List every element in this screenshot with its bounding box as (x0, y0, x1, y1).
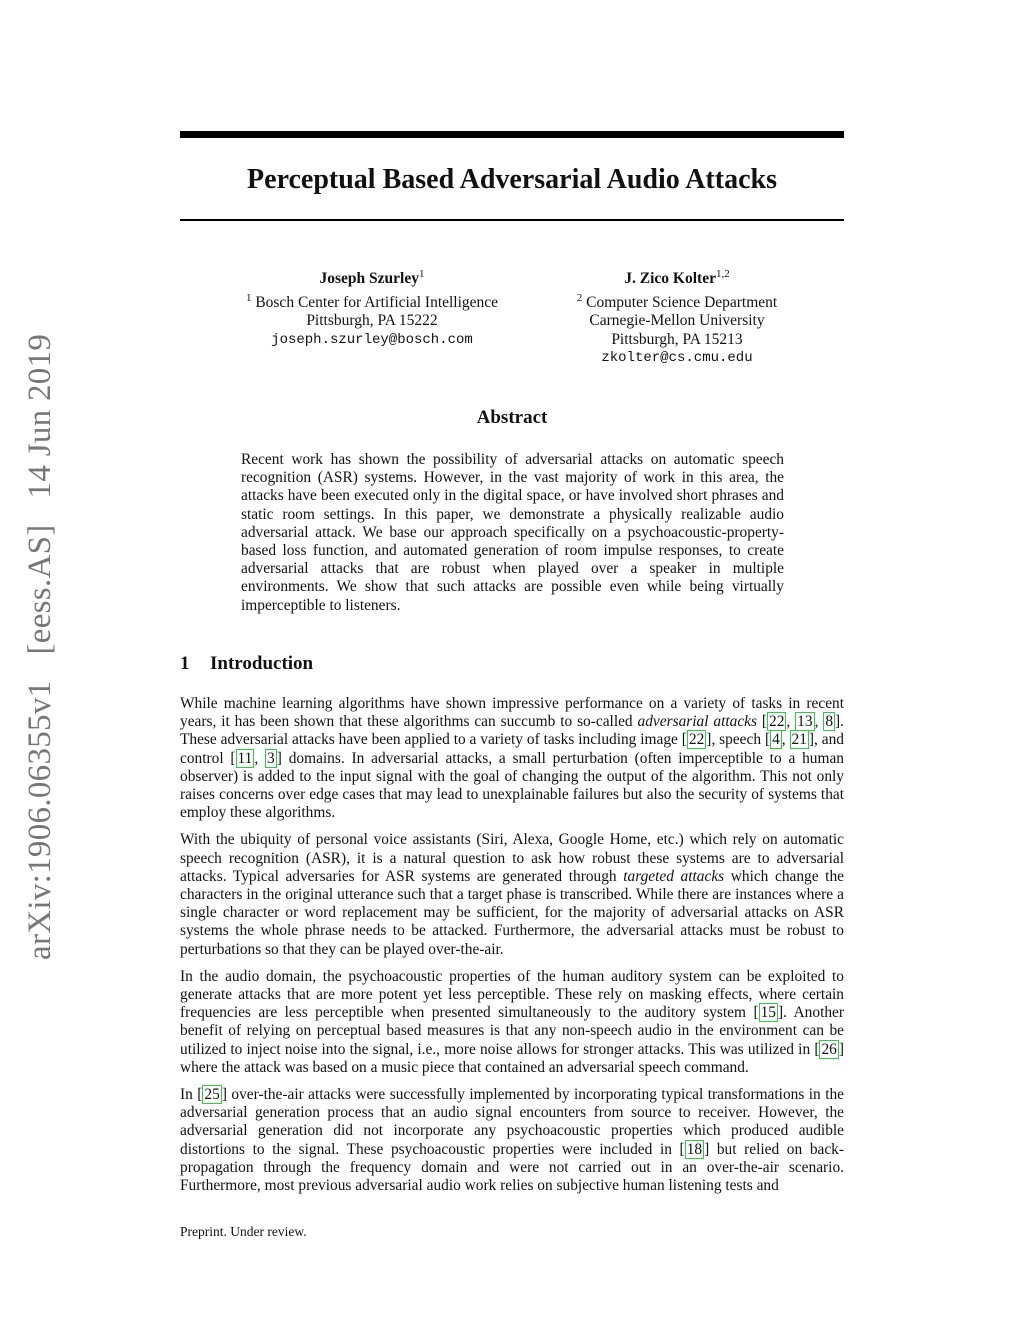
citation-link[interactable]: 26 (821, 1040, 837, 1058)
arxiv-date: 14 Jun 2019 (22, 333, 58, 499)
section-title: Introduction (210, 653, 314, 674)
citation-link[interactable]: 25 (204, 1086, 220, 1104)
title-rule-bottom (180, 219, 844, 221)
author-location: Pittsburgh, PA 15222 (306, 312, 438, 330)
paragraph: In the audio domain, the psychoacoustic properties of the human auditory system can be exploited to generate attacks that are more potent yet less perceptible. These rely on masking effects, where certain frequencies are less perceptible when presented simultaneously to the auditory system [ 15 ]. Another benefit of relying on perceptual based measures is that any non-speech audio in the environment can be utilized to inject noise into the signal, i.e., more noise allows for stronger attacks. This was utilized in [ 26 ] where the attack was based on a music piece that contained an adversarial speech command. (180, 967, 844, 1076)
abstract-text: Recent work has shown the possibility of adversarial attacks on automatic speech recognition (ASR) systems. However, in the vast majority of work in this area, the attacks have been executed only in the digital space, or have involved short phrases and static room settings. In this paper, we demonstrate a physically realizable audio adversarial attack. We base our approach specifically on a psychoacoustic-property-based loss function, and automated generation of room impulse responses, to create adversarial attacks that are robust when played over a speaker in multiple environments. We show that such attacks are possible even while being virtually imperceptible to listeners. (241, 451, 784, 614)
paragraph: With the ubiquity of personal voice assistants (Siri, Alexa, Google Home, etc.) which rely on automatic speech recognition (ASR), it is a natural question to ask how robust these systems are to adversarial attacks. Typical adversaries for ASR systems are generated through targeted attacks which change the characters in the original utterance such that a target phase is transcribed. While there are instances where a single character or word replacement may be sufficient, for the majority of adversarial attacks on ASR systems the whole phrase needs to be attacked. Furthermore, the adversarial attacks must be robust to perturbations so that they can be played over-the-air. (180, 831, 844, 958)
citation-link[interactable]: 22 (688, 731, 705, 749)
arxiv-id: arXiv:1906.06355v1 (22, 680, 58, 960)
author-email[interactable]: zkolter@cs.cmu.edu (601, 350, 753, 367)
paragraph: While machine learning algorithms have shown impressive performance on a variety of tasks in recent years, it has been shown that these algorithms can succumb to so-called adversarial attacks [ 22 , 13 , 8 ]. These adversarial attacks have been applied to a variety of tasks including image [ 22 ], speech [ 4 , 21 ], and control [ 11 , 3 ] domains. In adversarial attacks, a small perturbation (often imperceptible to a human observer) is added to the input signal with the goal of changing the output of the algorithm. This not only raises concerns over edge cases that may lead to unexplainable failures but also the security of systems that employ these algorithms. (180, 695, 844, 822)
footer-note: Preprint. Under review. (180, 1224, 307, 1239)
author-location: Pittsburgh, PA 15213 (611, 330, 743, 348)
citation-link[interactable]: 4 (772, 731, 780, 749)
citation-link[interactable]: 3 (267, 749, 275, 767)
arxiv-category: [eess.AS] (22, 524, 58, 655)
author-superscript: 1 (418, 268, 425, 280)
citation-link[interactable]: 15 (760, 1004, 776, 1022)
citation-link[interactable]: 18 (686, 1140, 703, 1158)
author-name: J. Zico Kolter (624, 270, 716, 288)
paragraph: In [ 25 ] over-the-air attacks were successfully implemented by incorporating typical transformations in the adversarial generation process that an audio signal encounters from source to receiver. However, the adversarial generation did not incorporate any psychoacoustic properties which produced audible distortions to the signal. These psychoacoustic properties were included in [ 18 ] but relied on back-propagation through the frequency domain and were not carried out in an over-the-air scenario. Furthermore, most previous adversarial audio work relies on subjective human listening tests and (180, 1086, 844, 1195)
emphasis: targeted attacks (623, 867, 725, 885)
affiliation-superscript: 1 (245, 291, 252, 304)
abstract-heading: Abstract (476, 407, 548, 428)
author-institution: Carnegie-Mellon University (589, 312, 765, 330)
author-affiliation: Computer Science Department (586, 293, 778, 311)
citation-link[interactable]: 21 (791, 731, 807, 749)
citation-link[interactable]: 8 (825, 713, 834, 731)
citation-link[interactable]: 13 (797, 713, 813, 731)
introduction-body (180, 695, 844, 1204)
affiliation-superscript: 2 (576, 291, 583, 304)
author-block-2 (517, 265, 837, 368)
emphasis: adversarial attacks (637, 713, 757, 731)
citation-link[interactable]: 11 (237, 749, 253, 767)
section-number: 1 (180, 653, 190, 674)
author-superscript: 1,2 (715, 268, 730, 280)
author-email[interactable]: joseph.szurley@bosch.com (271, 331, 473, 348)
section-heading-introduction (180, 652, 844, 676)
title-rule-top (180, 131, 844, 138)
author-block-1 (212, 265, 532, 349)
arxiv-sidebar-stamp (18, 333, 62, 960)
author-affiliation: Bosch Center for Artificial Intelligence (255, 293, 499, 311)
citation-link[interactable]: 22 (769, 713, 785, 731)
author-name: Joseph Szurley (319, 270, 419, 288)
paper-title: Perceptual Based Adversarial Audio Attacks (247, 164, 777, 195)
